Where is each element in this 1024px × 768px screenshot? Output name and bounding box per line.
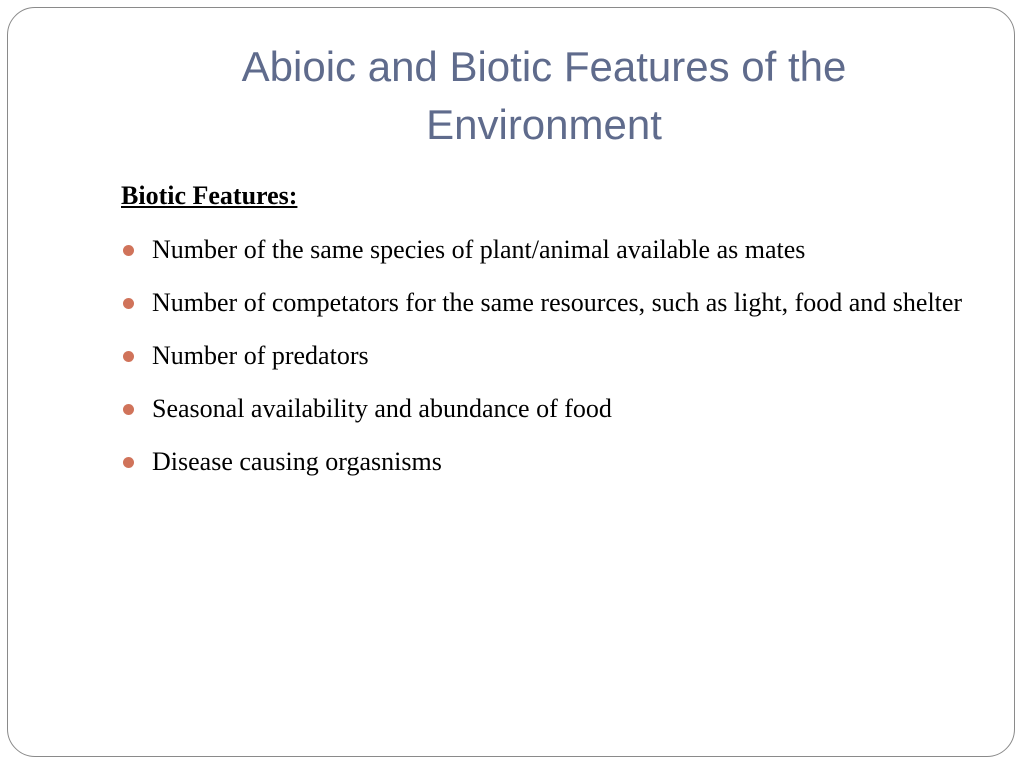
bullet-item <box>121 387 991 431</box>
slide-content <box>121 176 991 493</box>
bullet-dot-icon <box>123 404 134 415</box>
bullet-dot-icon <box>123 457 134 468</box>
bullet-dot-icon <box>123 351 134 362</box>
bullet-item <box>121 440 991 484</box>
bullet-text: Disease causing orgasnisms <box>152 447 442 476</box>
slide-frame <box>7 7 1015 757</box>
bullet-text: Number of predators <box>152 341 369 370</box>
bullet-dot-icon <box>123 298 134 309</box>
slide-title: Abioic and Biotic Features of the Environment <box>241 43 847 148</box>
bullet-item <box>121 228 991 272</box>
bullet-item <box>121 281 991 325</box>
section-heading: Biotic Features: <box>121 181 298 210</box>
bullet-dot-icon <box>123 245 134 256</box>
bullet-text: Number of the same species of plant/animal available as mates <box>152 235 806 264</box>
bullet-text: Number of competators for the same resources, such as light, food and shelter <box>152 288 963 317</box>
bullet-text: Seasonal availability and abundance of food <box>152 394 612 423</box>
bullet-item <box>121 334 991 378</box>
bullet-list <box>121 228 991 484</box>
